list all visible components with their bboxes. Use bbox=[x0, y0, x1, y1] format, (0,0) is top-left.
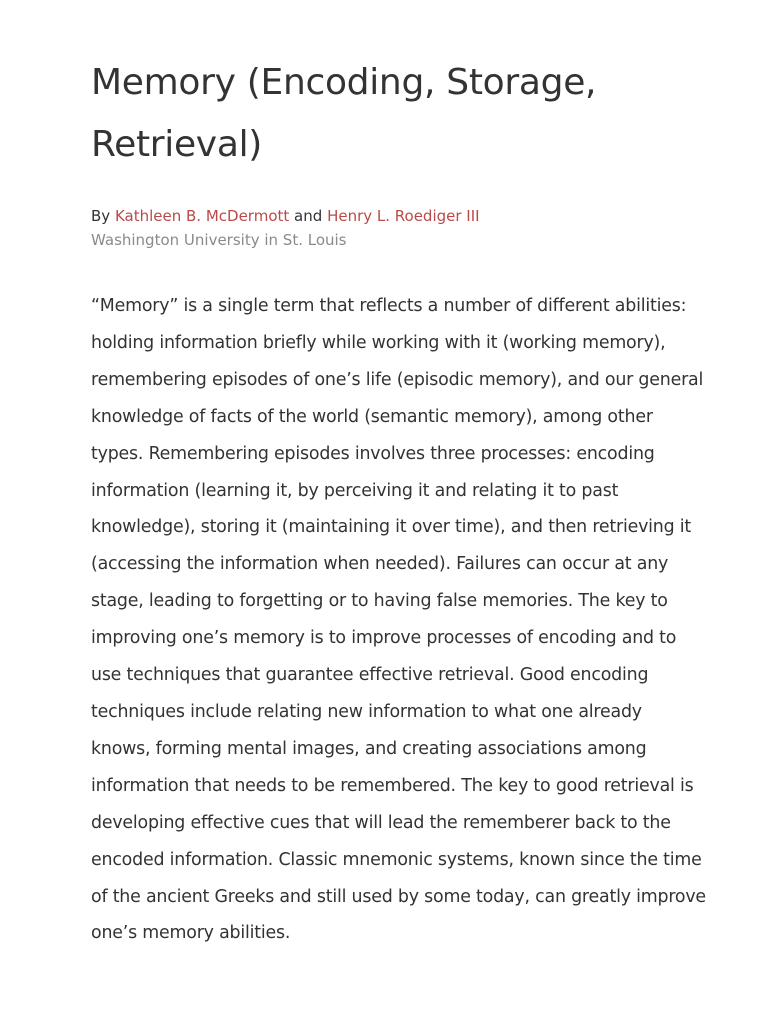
abstract-line: (accessing the information when needed). Failures can occur at any bbox=[91, 554, 669, 575]
author-link-mcdermott[interactable]: Kathleen B. McDermott bbox=[114, 207, 290, 225]
abstract-line: information that needs to be remembered. The key to good retrieval is bbox=[91, 775, 694, 796]
abstract-line: knows, forming mental images, and creating associations among bbox=[91, 738, 647, 759]
abstract-line: knowledge), storing it (maintaining it over time), and then retrieving it bbox=[91, 517, 692, 538]
abstract-line: of the ancient Greeks and still used by some today, can greatly improve bbox=[91, 886, 706, 907]
abstract-line: developing effective cues that will lead the rememberer back to the bbox=[91, 812, 671, 833]
author-affiliation: Washington University in St. Louis bbox=[91, 231, 347, 249]
byline-conjunction: and bbox=[294, 207, 323, 225]
abstract-line: types. Remembering episodes involves three processes: encoding bbox=[91, 443, 655, 464]
abstract-line: holding information briefly while working with it (working memory), bbox=[91, 332, 666, 353]
abstract-paragraph bbox=[91, 288, 706, 952]
abstract-line: encoded information. Classic mnemonic systems, known since the time bbox=[91, 849, 702, 870]
abstract-line: information (learning it, by perceiving it and relating it to past bbox=[91, 480, 619, 501]
abstract-line: remembering episodes of one’s life (episodic memory), and our general bbox=[91, 369, 704, 390]
abstract-line: one’s memory abilities. bbox=[91, 923, 291, 944]
title-line: Memory (Encoding, Storage, bbox=[91, 62, 597, 103]
abstract-line: use techniques that guarantee effective retrieval. Good encoding bbox=[91, 665, 649, 686]
byline-prefix: By bbox=[91, 207, 111, 225]
article bbox=[91, 52, 706, 952]
abstract-line: stage, leading to forgetting or to having false memories. The key to bbox=[91, 591, 668, 612]
page-title bbox=[91, 52, 701, 176]
abstract-line: “Memory” is a single term that reflects a number of different abilities: bbox=[91, 296, 687, 316]
byline bbox=[91, 205, 701, 227]
abstract-line: improving one’s memory is to improve processes of encoding and to bbox=[91, 628, 677, 649]
author-link-roediger[interactable]: Henry L. Roediger III bbox=[327, 207, 480, 225]
abstract-line: knowledge of facts of the world (semantic memory), among other bbox=[91, 406, 653, 427]
title-line: Retrieval) bbox=[91, 124, 263, 165]
abstract-line: techniques include relating new information to what one already bbox=[91, 701, 642, 722]
